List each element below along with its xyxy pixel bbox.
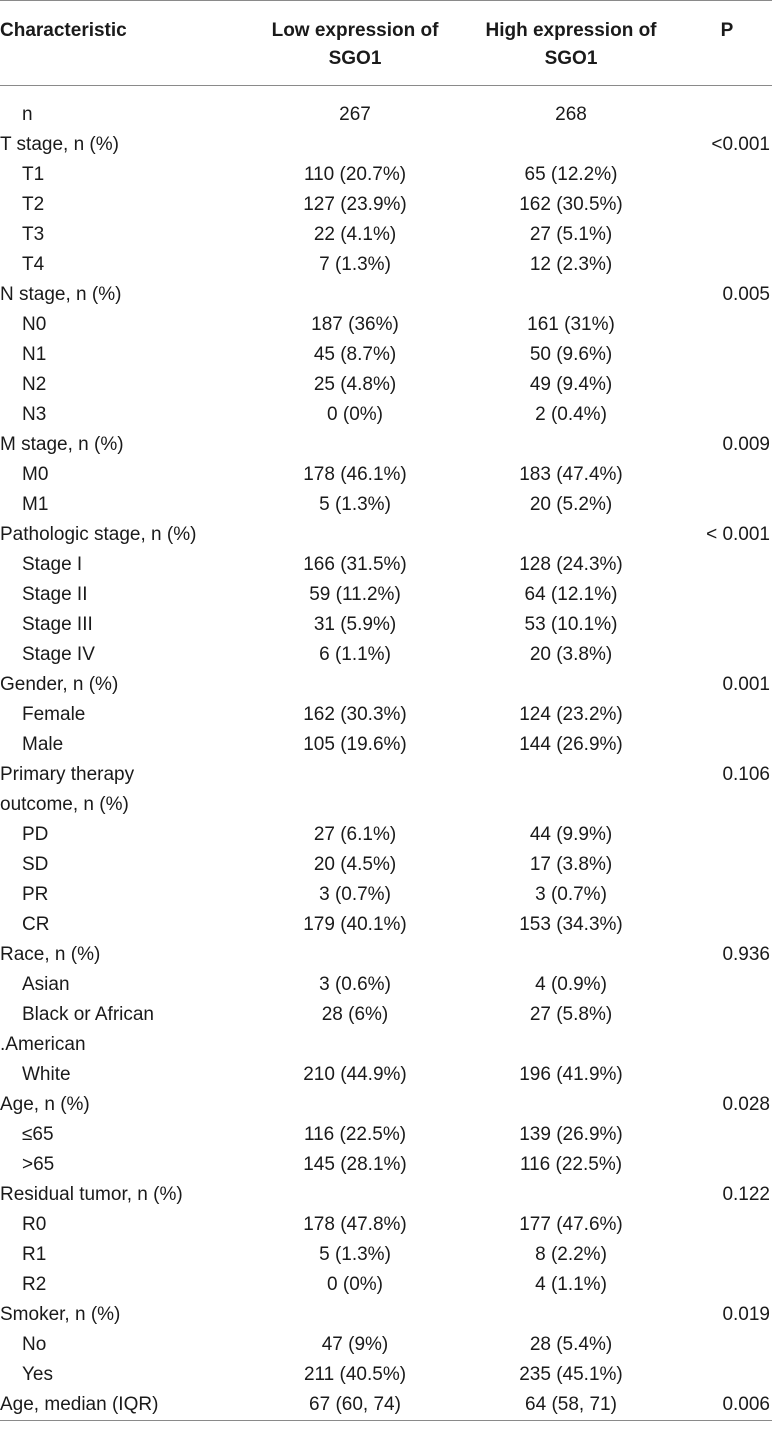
p-value xyxy=(682,160,772,190)
row-label: T stage, n (%) xyxy=(0,134,119,155)
low-expression-value xyxy=(250,940,460,970)
p-value xyxy=(682,340,772,370)
header-characteristic-text: Characteristic xyxy=(0,20,127,41)
table-row xyxy=(0,790,772,820)
table-row xyxy=(0,520,772,550)
p-value xyxy=(682,460,772,490)
high-expression-value: 116 (22.5%) xyxy=(519,1154,623,1175)
table-row xyxy=(0,910,772,940)
p-value xyxy=(682,86,772,131)
header-p-value xyxy=(682,1,772,86)
low-expression-value: 47 (9%) xyxy=(321,1334,389,1355)
p-value: 0.028 xyxy=(722,1094,770,1115)
header-low-expression xyxy=(250,1,460,86)
high-expression-value: 128 (24.3%) xyxy=(519,554,623,575)
header-high-line1: High expression of xyxy=(485,20,657,41)
low-expression-value: 59 (11.2%) xyxy=(309,584,401,605)
table-row xyxy=(0,250,772,280)
p-value: 0.122 xyxy=(722,1184,770,1205)
high-expression-value: 161 (31%) xyxy=(527,314,615,335)
low-expression-value: 3 (0.7%) xyxy=(319,884,391,905)
p-value xyxy=(682,1210,772,1240)
p-value: < 0.001 xyxy=(706,524,770,545)
table-row xyxy=(0,1090,772,1120)
header-row xyxy=(0,1,772,86)
row-label: N3 xyxy=(22,404,47,425)
low-expression-value xyxy=(250,1030,460,1060)
high-expression-value xyxy=(460,130,682,160)
table-row xyxy=(0,1030,772,1060)
p-value: 0.936 xyxy=(722,944,770,965)
row-label: R1 xyxy=(22,1244,47,1265)
p-value: 0.005 xyxy=(722,284,770,305)
table-row xyxy=(0,340,772,370)
low-expression-value: 267 xyxy=(339,104,371,125)
high-expression-value: 4 (0.9%) xyxy=(535,974,607,995)
low-expression-value xyxy=(250,280,460,310)
table-row xyxy=(0,1330,772,1360)
table-row xyxy=(0,1270,772,1300)
p-value xyxy=(682,790,772,820)
high-expression-value: 28 (5.4%) xyxy=(529,1334,613,1355)
low-expression-value: 211 (40.5%) xyxy=(303,1364,407,1385)
table-row xyxy=(0,86,772,131)
high-expression-value: 162 (30.5%) xyxy=(519,194,623,215)
row-label: Smoker, n (%) xyxy=(0,1304,121,1325)
low-expression-value: 31 (5.9%) xyxy=(313,614,397,635)
row-label: Stage III xyxy=(22,614,93,635)
p-value xyxy=(682,1060,772,1090)
row-label: Age, n (%) xyxy=(0,1094,90,1115)
table-row xyxy=(0,760,772,790)
row-label: Stage II xyxy=(22,584,88,605)
p-value xyxy=(682,190,772,220)
low-expression-value xyxy=(250,760,460,790)
row-label: .American xyxy=(0,1034,86,1055)
high-expression-value: 50 (9.6%) xyxy=(529,344,613,365)
table-row xyxy=(0,940,772,970)
table-body xyxy=(0,86,772,1421)
p-value xyxy=(682,700,772,730)
table-row xyxy=(0,1390,772,1421)
row-label: ≤65 xyxy=(22,1124,54,1145)
row-label: Primary therapy xyxy=(0,764,135,785)
low-expression-value: 5 (1.3%) xyxy=(319,494,391,515)
header-high-line2: SGO1 xyxy=(544,48,598,69)
table-row xyxy=(0,550,772,580)
p-value xyxy=(682,1030,772,1060)
high-expression-value xyxy=(460,790,682,820)
table-row xyxy=(0,1150,772,1180)
p-value: <0.001 xyxy=(711,134,770,155)
row-label: n xyxy=(22,104,33,125)
p-value xyxy=(682,1000,772,1030)
table-row xyxy=(0,1060,772,1090)
row-label: M0 xyxy=(22,464,49,485)
low-expression-value: 166 (31.5%) xyxy=(303,554,407,575)
row-label: N2 xyxy=(22,374,47,395)
low-expression-value: 67 (60, 74) xyxy=(250,1390,460,1421)
low-expression-value: 127 (23.9%) xyxy=(303,194,407,215)
high-expression-value: 44 (9.9%) xyxy=(529,824,613,845)
row-label: No xyxy=(22,1334,47,1355)
low-expression-value: 3 (0.6%) xyxy=(319,974,391,995)
high-expression-value xyxy=(460,1090,682,1120)
row-label: Stage IV xyxy=(22,644,95,665)
header-characteristic xyxy=(0,1,250,86)
row-label: M stage, n (%) xyxy=(0,434,124,455)
row-label: N1 xyxy=(22,344,47,365)
low-expression-value: 162 (30.3%) xyxy=(303,704,407,725)
high-expression-value: 17 (3.8%) xyxy=(529,854,613,875)
header-high-expression xyxy=(460,1,682,86)
low-expression-value: 145 (28.1%) xyxy=(303,1154,407,1175)
p-value xyxy=(682,580,772,610)
row-label: Female xyxy=(22,704,86,725)
high-expression-value xyxy=(460,940,682,970)
row-label: R0 xyxy=(22,1214,47,1235)
high-expression-value: 64 (58, 71) xyxy=(460,1390,682,1421)
p-value xyxy=(682,730,772,760)
low-expression-value: 0 (0%) xyxy=(327,1274,383,1295)
high-expression-value xyxy=(460,760,682,790)
table-row xyxy=(0,1300,772,1330)
high-expression-value: 4 (1.1%) xyxy=(535,1274,607,1295)
table-row xyxy=(0,730,772,760)
low-expression-value: 6 (1.1%) xyxy=(319,644,391,665)
table-row xyxy=(0,430,772,460)
table-row xyxy=(0,460,772,490)
table-row xyxy=(0,610,772,640)
header-p-text: P xyxy=(720,20,734,41)
high-expression-value: 53 (10.1%) xyxy=(524,614,618,635)
high-expression-value: 12 (2.3%) xyxy=(529,254,613,275)
row-label: Age, median (IQR) xyxy=(0,1390,250,1421)
high-expression-value: 65 (12.2%) xyxy=(524,164,618,185)
row-label: Asian xyxy=(22,974,70,995)
row-label: Residual tumor, n (%) xyxy=(0,1184,183,1205)
low-expression-value: 22 (4.1%) xyxy=(313,224,397,245)
high-expression-value xyxy=(460,1180,682,1210)
low-expression-value: 210 (44.9%) xyxy=(303,1064,407,1085)
table-row xyxy=(0,880,772,910)
row-label: Pathologic stage, n (%) xyxy=(0,524,197,545)
row-label: T1 xyxy=(22,164,45,185)
low-expression-value xyxy=(250,1180,460,1210)
p-value xyxy=(682,820,772,850)
low-expression-value: 28 (6%) xyxy=(321,1004,389,1025)
low-expression-value: 0 (0%) xyxy=(327,404,383,425)
p-value xyxy=(682,850,772,880)
low-expression-value: 110 (20.7%) xyxy=(303,164,407,185)
p-value xyxy=(682,910,772,940)
row-label: N0 xyxy=(22,314,47,335)
table-row xyxy=(0,400,772,430)
table-row xyxy=(0,970,772,1000)
low-expression-value: 45 (8.7%) xyxy=(313,344,397,365)
row-label: T4 xyxy=(22,254,45,275)
low-expression-value: 20 (4.5%) xyxy=(313,854,397,875)
high-expression-value: 139 (26.9%) xyxy=(519,1124,623,1145)
table-row xyxy=(0,640,772,670)
row-label: PD xyxy=(22,824,49,845)
high-expression-value xyxy=(460,430,682,460)
row-label: N stage, n (%) xyxy=(0,284,122,305)
high-expression-value: 196 (41.9%) xyxy=(519,1064,623,1085)
row-label: M1 xyxy=(22,494,49,515)
table-row xyxy=(0,190,772,220)
table-row xyxy=(0,1180,772,1210)
table-row xyxy=(0,1210,772,1240)
row-label: Race, n (%) xyxy=(0,944,101,965)
high-expression-value xyxy=(460,280,682,310)
table-row xyxy=(0,1240,772,1270)
low-expression-value: 116 (22.5%) xyxy=(303,1124,407,1145)
low-expression-value xyxy=(250,1090,460,1120)
table-row xyxy=(0,820,772,850)
low-expression-value: 5 (1.3%) xyxy=(319,1244,391,1265)
p-value xyxy=(682,610,772,640)
high-expression-value: 2 (0.4%) xyxy=(535,404,607,425)
row-label: Black or African xyxy=(22,1004,154,1025)
row-label: Gender, n (%) xyxy=(0,674,119,695)
p-value: 0.019 xyxy=(722,1304,770,1325)
p-value xyxy=(682,370,772,400)
p-value xyxy=(682,400,772,430)
p-value xyxy=(682,490,772,520)
table-row xyxy=(0,160,772,190)
high-expression-value: 27 (5.8%) xyxy=(529,1004,613,1025)
high-expression-value: 268 xyxy=(555,104,587,125)
row-label: Yes xyxy=(22,1364,53,1385)
p-value xyxy=(682,640,772,670)
row-label: PR xyxy=(22,884,49,905)
high-expression-value: 49 (9.4%) xyxy=(529,374,613,395)
low-expression-value: 179 (40.1%) xyxy=(303,914,407,935)
p-value: 0.009 xyxy=(722,434,770,455)
high-expression-value xyxy=(460,520,682,550)
low-expression-value: 27 (6.1%) xyxy=(313,824,397,845)
low-expression-value xyxy=(250,130,460,160)
high-expression-value: 20 (3.8%) xyxy=(529,644,613,665)
p-value xyxy=(682,1240,772,1270)
low-expression-value: 7 (1.3%) xyxy=(319,254,391,275)
header-low-line1: Low expression of xyxy=(271,20,439,41)
low-expression-value: 187 (36%) xyxy=(311,314,399,335)
table-header xyxy=(0,1,772,86)
low-expression-value xyxy=(250,520,460,550)
row-label: >65 xyxy=(22,1154,55,1175)
p-value xyxy=(682,1150,772,1180)
row-label: T3 xyxy=(22,224,45,245)
table-row xyxy=(0,280,772,310)
table-row xyxy=(0,130,772,160)
high-expression-value: 153 (34.3%) xyxy=(519,914,623,935)
low-expression-value xyxy=(250,1300,460,1330)
table-row xyxy=(0,580,772,610)
p-value xyxy=(682,310,772,340)
table-row xyxy=(0,700,772,730)
row-label: CR xyxy=(22,914,50,935)
row-label: outcome, n (%) xyxy=(0,794,129,815)
p-value xyxy=(682,220,772,250)
low-expression-value xyxy=(250,430,460,460)
low-expression-value: 105 (19.6%) xyxy=(303,734,407,755)
high-expression-value: 144 (26.9%) xyxy=(519,734,623,755)
table-row xyxy=(0,370,772,400)
p-value xyxy=(682,550,772,580)
table-row xyxy=(0,670,772,700)
high-expression-value xyxy=(460,670,682,700)
low-expression-value: 178 (46.1%) xyxy=(303,464,407,485)
p-value xyxy=(682,1360,772,1390)
p-value: 0.106 xyxy=(722,764,770,785)
p-value xyxy=(682,880,772,910)
table-row xyxy=(0,1000,772,1030)
header-low-line2: SGO1 xyxy=(328,48,382,69)
p-value xyxy=(682,1270,772,1300)
row-label: Male xyxy=(22,734,64,755)
high-expression-value: 20 (5.2%) xyxy=(529,494,613,515)
high-expression-value: 64 (12.1%) xyxy=(524,584,618,605)
high-expression-value xyxy=(460,1300,682,1330)
row-label: SD xyxy=(22,854,49,875)
table-row xyxy=(0,310,772,340)
p-value xyxy=(682,970,772,1000)
high-expression-value: 8 (2.2%) xyxy=(535,1244,607,1265)
high-expression-value: 183 (47.4%) xyxy=(519,464,623,485)
low-expression-value: 25 (4.8%) xyxy=(313,374,397,395)
high-expression-value: 27 (5.1%) xyxy=(529,224,613,245)
p-value: 0.006 xyxy=(682,1390,772,1421)
p-value xyxy=(682,1120,772,1150)
table-row xyxy=(0,1360,772,1390)
high-expression-value: 177 (47.6%) xyxy=(519,1214,623,1235)
high-expression-value xyxy=(460,1030,682,1060)
table-row xyxy=(0,490,772,520)
p-value xyxy=(682,1330,772,1360)
p-value: 0.001 xyxy=(722,674,770,695)
row-label: Stage I xyxy=(22,554,83,575)
row-label: T2 xyxy=(22,194,45,215)
row-label: R2 xyxy=(22,1274,47,1295)
low-expression-value xyxy=(250,670,460,700)
high-expression-value: 124 (23.2%) xyxy=(519,704,623,725)
row-label: White xyxy=(22,1064,71,1085)
low-expression-value: 178 (47.8%) xyxy=(303,1214,407,1235)
table-row xyxy=(0,220,772,250)
table-row xyxy=(0,850,772,880)
high-expression-value: 3 (0.7%) xyxy=(535,884,607,905)
p-value xyxy=(682,250,772,280)
low-expression-value xyxy=(250,790,460,820)
high-expression-value: 235 (45.1%) xyxy=(519,1364,623,1385)
table-row xyxy=(0,1120,772,1150)
